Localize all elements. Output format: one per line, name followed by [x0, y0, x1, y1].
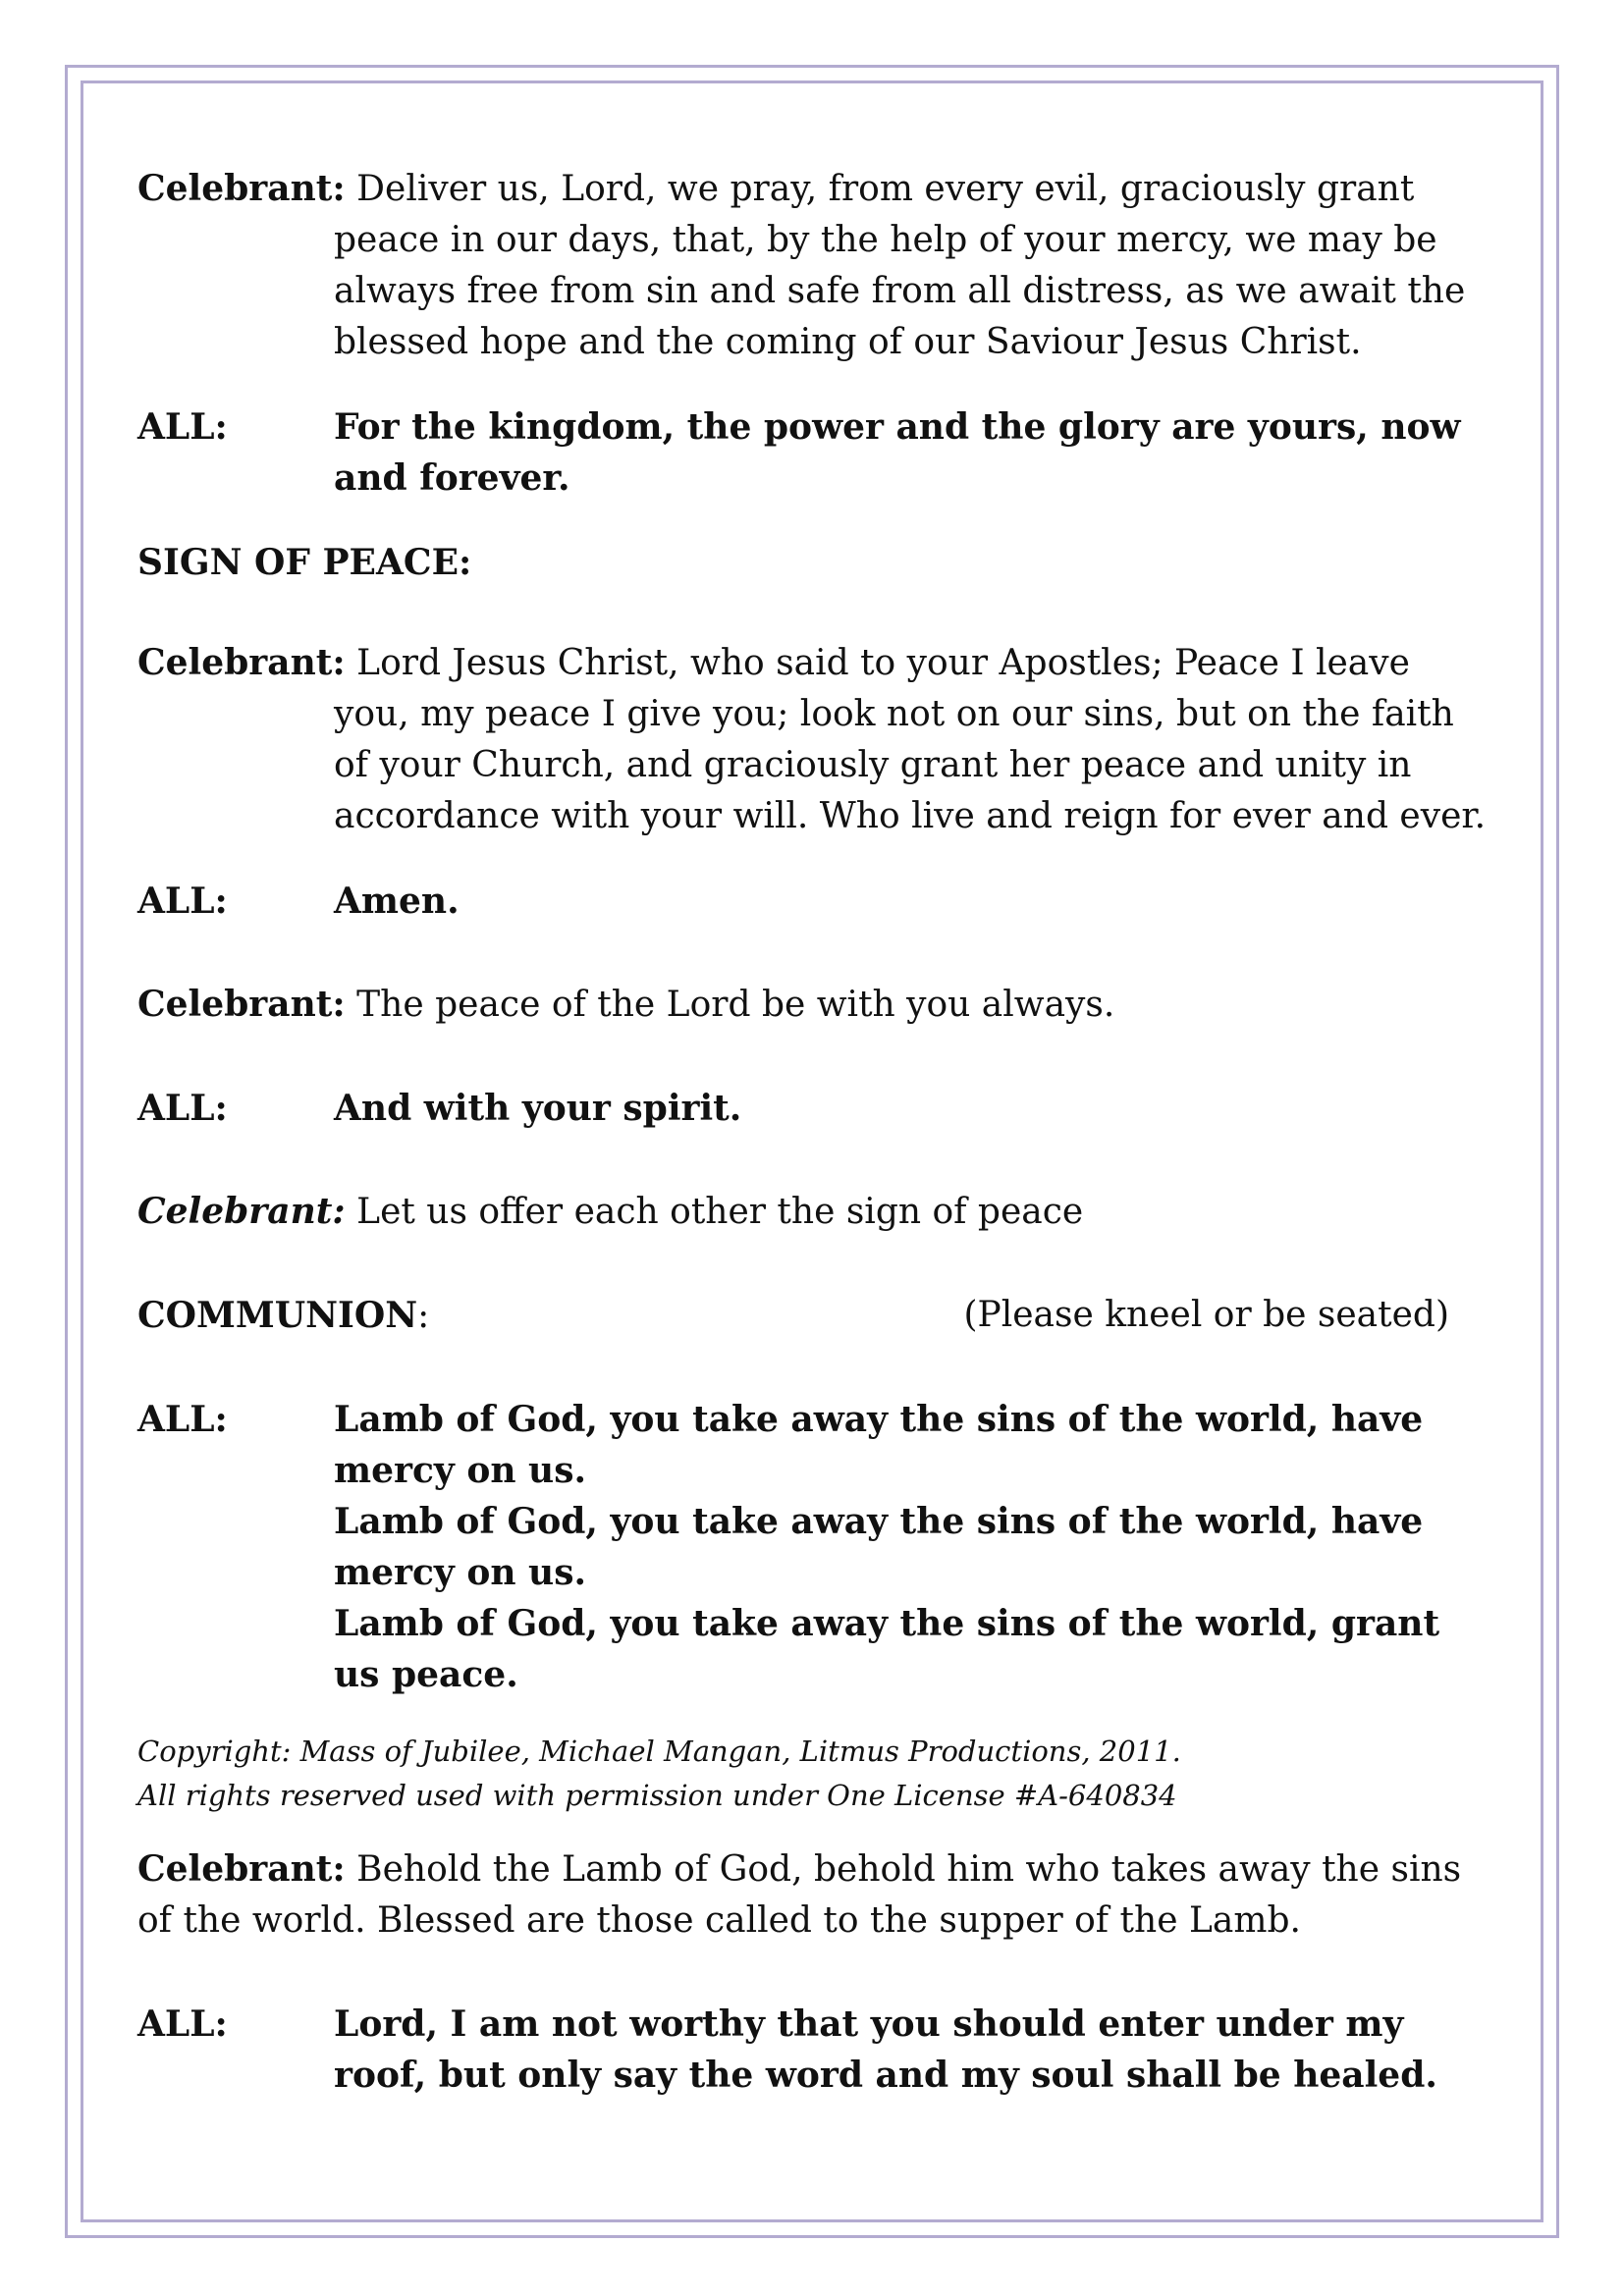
all-lamb-of-god — [137, 1394, 1492, 1700]
sign-of-peace-heading: SIGN OF PEACE: — [137, 542, 472, 583]
prayer-text: Let us offer each other the sign of peace — [356, 1192, 1084, 1232]
speaker-label: Celebrant: — [137, 1191, 346, 1232]
speaker-label: Celebrant: — [137, 168, 346, 209]
prayer-text: Behold the Lamb of God, behold him who takes away the sins of the world. Blessed are those called to the supper of the Lamb. — [137, 1849, 1462, 1941]
response-text: For the kingdom, the power and the glory are yours, now and forever. — [334, 406, 1461, 499]
speaker-label: ALL: — [137, 2003, 228, 2045]
communion-heading-row — [137, 1290, 1492, 1342]
all-and-with-your-spirit — [137, 1083, 1492, 1134]
communion-colon: : — [417, 1296, 430, 1336]
copyright-notice — [137, 1730, 1492, 1818]
response-text: Amen. — [334, 881, 460, 922]
all-lord-i-am-not-worthy — [137, 1999, 1492, 2101]
celebrant-offer-sign — [137, 1186, 1492, 1238]
posture-note: (Please kneel or be seated) — [963, 1295, 1449, 1335]
speaker-label: Celebrant: — [137, 642, 346, 683]
prayer-text: Deliver us, Lord, we pray, from every evil, graciously grant peace in our days, that, by the help of your mercy, we may be always free from sin and safe from all distress, as we await the blessed hope and the coming of our Saviour Jesus Christ. — [334, 169, 1466, 362]
speaker-label: ALL: — [137, 1088, 228, 1129]
communion-heading: COMMUNION — [137, 1295, 418, 1336]
lamb-line-2: Lamb of God, you take away the sins of the world, have mercy on us. — [334, 1501, 1424, 1593]
speaker-label: ALL: — [137, 881, 228, 922]
speaker-label: ALL: — [137, 1399, 228, 1440]
celebrant-peace-prayer — [137, 637, 1492, 842]
copyright-line-2: All rights reserved used with permission under One License #A-640834 — [137, 1779, 1177, 1812]
celebrant-peace-greeting — [137, 979, 1492, 1031]
copyright-line-1: Copyright: Mass of Jubilee, Michael Mangan, Litmus Productions, 2011. — [137, 1735, 1181, 1768]
lamb-line-3: Lamb of God, you take away the sins of the world, grant us peace. — [334, 1603, 1440, 1695]
liturgy-text — [137, 163, 1492, 2101]
celebrant-behold-lamb — [137, 1843, 1492, 1947]
prayer-text: Lord Jesus Christ, who said to your Apostles; Peace I leave you, my peace I give you; look not on our sins, but on the faith of your Church, and graciously grant her peace and unity in accordance with your will. Who live and reign for ever and ever. — [334, 643, 1487, 836]
speaker-label: ALL: — [137, 406, 228, 448]
celebrant-deliver-us — [137, 163, 1492, 368]
speaker-label: Celebrant: — [137, 1848, 346, 1890]
prayer-text: The peace of the Lord be with you always. — [356, 985, 1115, 1025]
all-doxology — [137, 401, 1492, 504]
lamb-line-1: Lamb of God, you take away the sins of the world, have mercy on us. — [334, 1399, 1424, 1491]
response-text: And with your spirit. — [334, 1088, 742, 1129]
response-text: Lord, I am not worthy that you should enter under my roof, but only say the word and my soul shall be healed. — [334, 2003, 1437, 2096]
all-amen — [137, 876, 1492, 927]
speaker-label: Celebrant: — [137, 984, 346, 1025]
